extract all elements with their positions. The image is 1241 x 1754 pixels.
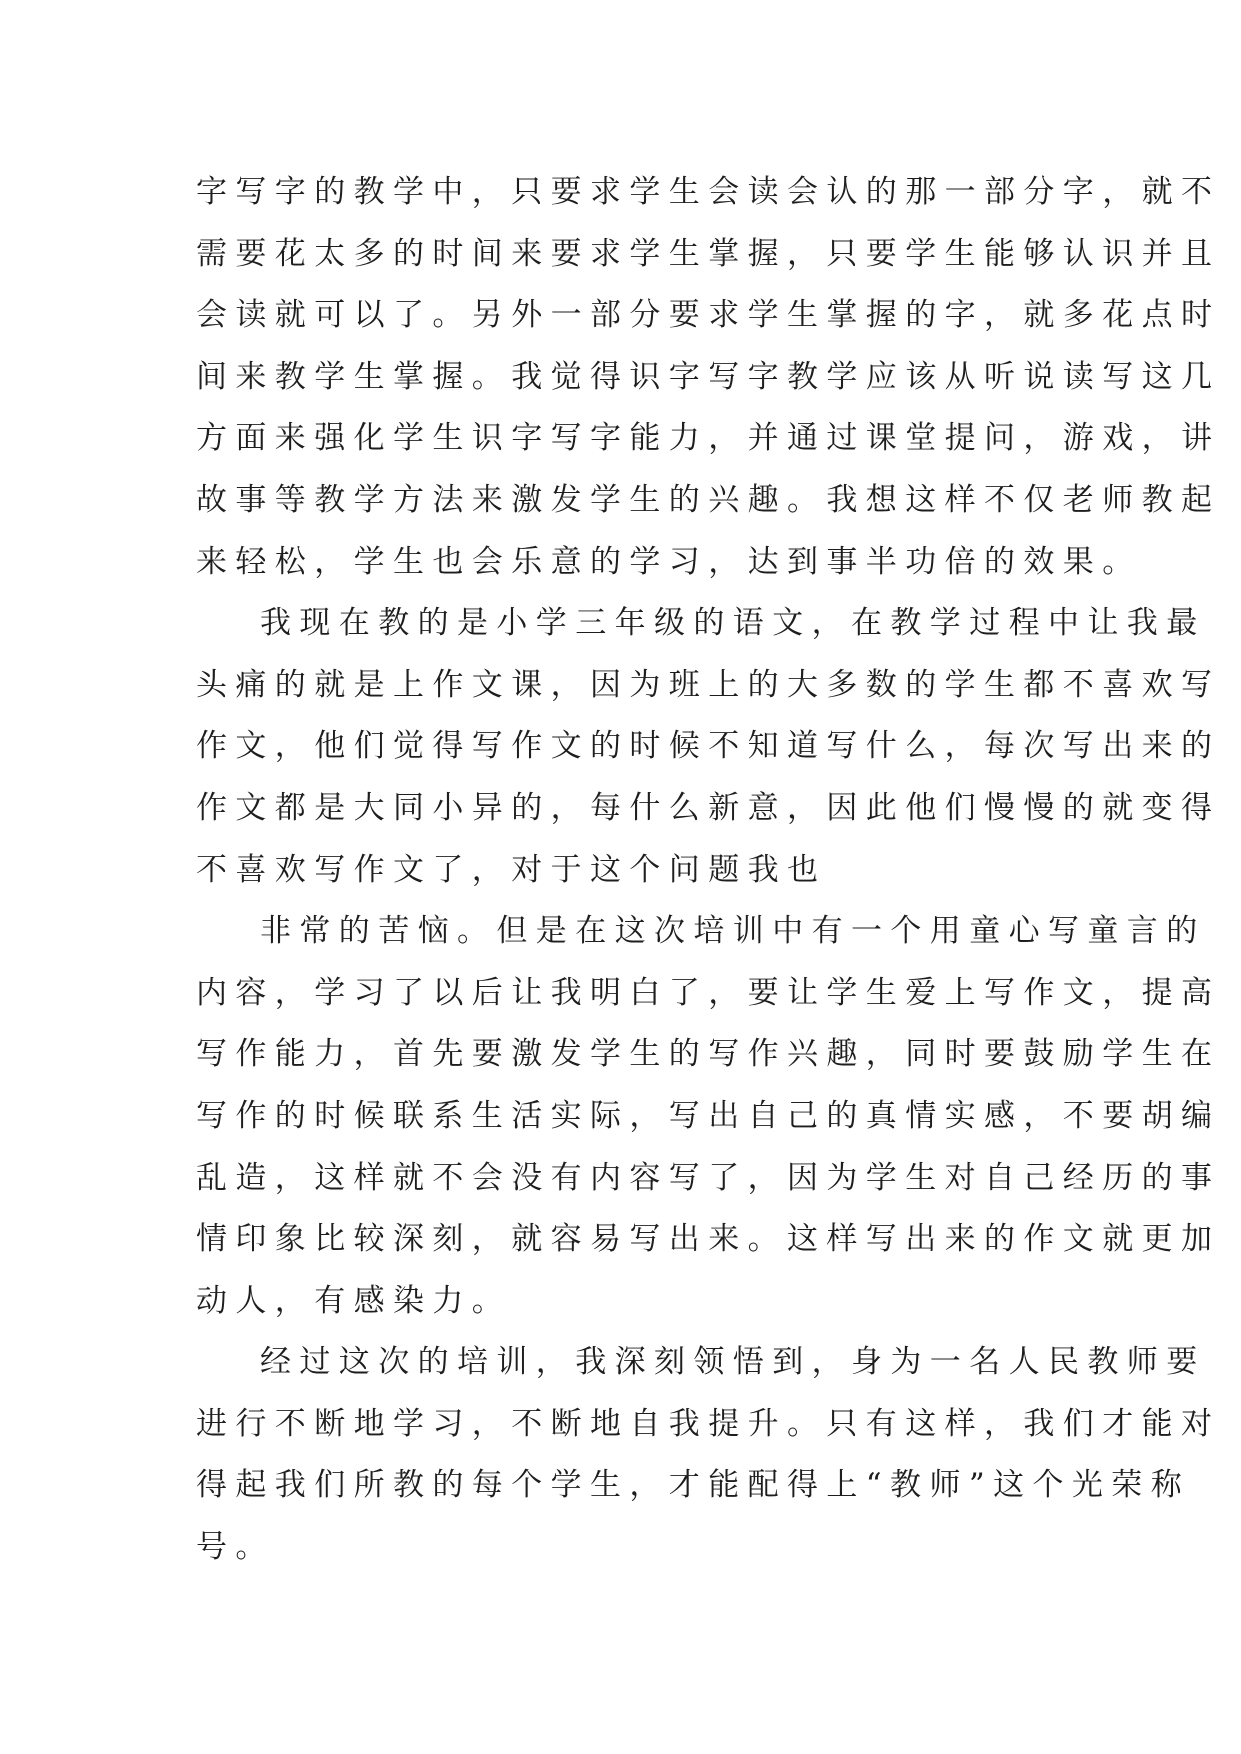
text-line: 乱造，这样就不会没有内容写了，因为学生对自己经历的事 xyxy=(196,1159,1221,1196)
text-line: 写作能力，首先要激发学生的写作兴趣，同时要鼓励学生在 xyxy=(196,1036,1221,1073)
text-line: 号。 xyxy=(196,1529,275,1566)
text-line: 需要花太多的时间来要求学生掌握，只要学生能够认识并且 xyxy=(196,235,1221,272)
text-line: 不喜欢写作文了，对于这个问题我也 xyxy=(196,851,827,888)
text-line: 动人，有感染力。 xyxy=(196,1282,512,1319)
text-line: 得起我们所教的每个学生，才能配得上“教师”这个光荣称 xyxy=(196,1467,1191,1504)
document-body xyxy=(196,162,1221,1579)
text-line: 作文，他们觉得写作文的时候不知道写什么，每次写出来的 xyxy=(196,728,1221,765)
paragraph-first-line: 我现在教的是小学三年级的语文，在教学过程中让我最 xyxy=(260,605,1206,642)
text-line: 写作的时候联系生活实际，写出自己的真情实感，不要胡编 xyxy=(196,1097,1221,1134)
text-line: 故事等教学方法来激发学生的兴趣。我想这样不仅老师教起 xyxy=(196,481,1221,518)
text-line: 字写字的教学中，只要求学生会读会认的那一部分字，就不 xyxy=(196,174,1221,210)
paragraph-first-line: 经过这次的培训，我深刻领悟到，身为一名人民教师要 xyxy=(260,1344,1206,1381)
text-line: 间来教学生掌握。我觉得识字写字教学应该从听说读写这几 xyxy=(196,358,1221,395)
text-line: 情印象比较深刻，就容易写出来。这样写出来的作文就更加 xyxy=(196,1221,1221,1258)
text-line: 来轻松，学生也会乐意的学习，达到事半功倍的效果。 xyxy=(196,543,1142,580)
text-line: 进行不断地学习，不断地自我提升。只有这样，我们才能对 xyxy=(196,1405,1221,1442)
text-line: 内容，学习了以后让我明白了，要让学生爱上写作文，提高 xyxy=(196,974,1221,1011)
text-line: 作文都是大同小异的，每什么新意，因此他们慢慢的就变得 xyxy=(196,789,1221,826)
paragraph-first-line: 非常的苦恼。但是在这次培训中有一个用童心写童言的 xyxy=(260,913,1206,950)
text-line: 会读就可以了。另外一部分要求学生掌握的字，就多花点时 xyxy=(196,297,1221,334)
text-line: 头痛的就是上作文课，因为班上的大多数的学生都不喜欢写 xyxy=(196,666,1221,703)
text-line: 方面来强化学生识字写字能力，并通过课堂提问，游戏，讲 xyxy=(196,420,1221,457)
